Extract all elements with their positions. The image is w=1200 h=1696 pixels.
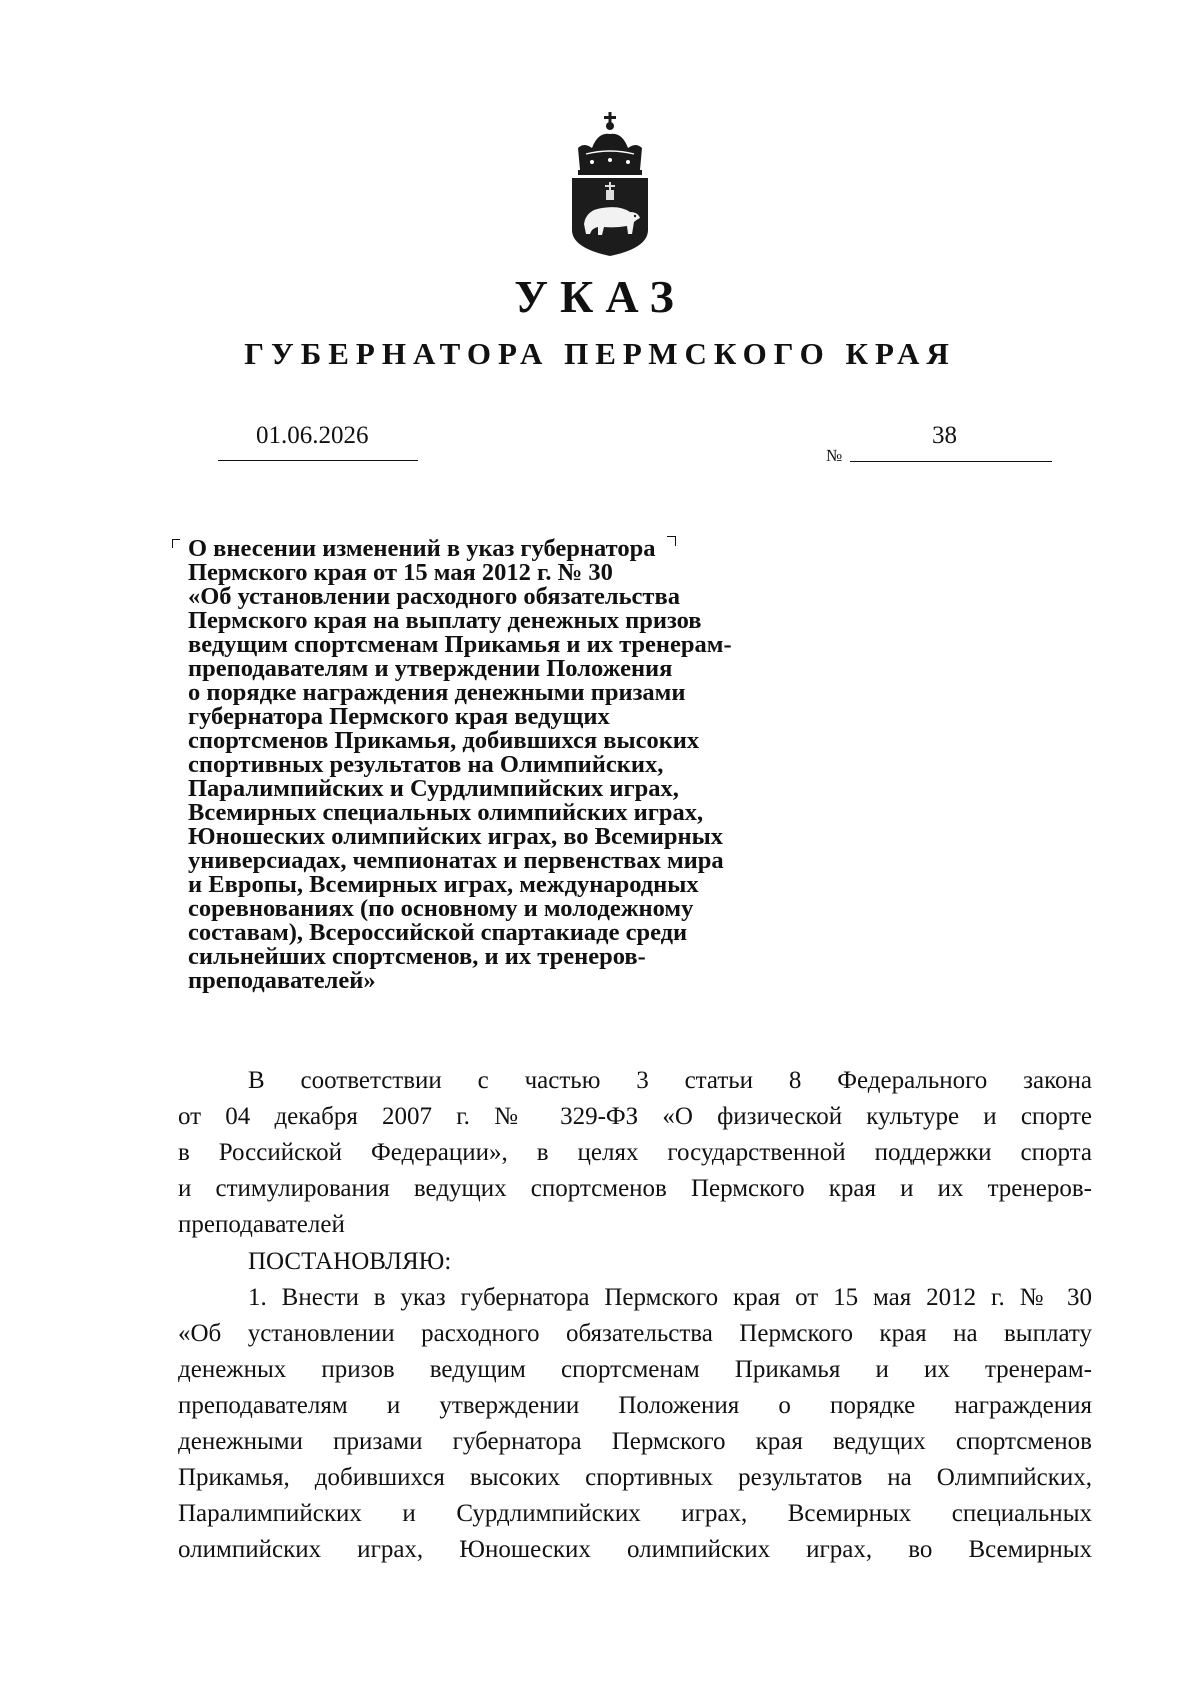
heading-line: Юношеских олимпийских играх, во Всемирных [188,823,723,850]
heading-line: преподавателей» [188,967,376,994]
document-subtitle: ГУБЕРНАТОРА ПЕРМСКОГО КРАЯ [244,336,956,371]
heading-line: и Европы, Всемирных играх, международных [188,871,699,898]
heading-line: сильнейших спортсменов, и их тренеров- [188,943,646,970]
text-line: денежными призами губернатора Пермского края ведущих спортсменов [178,1428,1092,1455]
text-line: и стимулирования ведущих спортсменов Пермского края и их тренеров- [178,1175,1092,1202]
date-underline [218,460,418,461]
heading-line: составам), Всероссийской спартакиаде среди [188,919,688,946]
heading-line: спортивных результатов на Олимпийских, [188,751,664,778]
number-sign: № [826,446,843,465]
heading-line: Паралимпийских и Сурдлимпийских играх, [188,775,679,802]
heading-line: губернатора Пермского края ведущих [188,703,610,730]
text-line: 1. Внести в указ губернатора Пермского края от 15 мая 2012 г. № 30 [248,1284,1092,1311]
text-line: в Российской Федерации», в целях государственной поддержки спорта [178,1139,1092,1166]
heading-line: Пермского края от 15 мая 2012 г. № 30 [188,559,613,586]
heading-line: О внесении изменений в указ губернатора [188,535,656,562]
heading-line: соревнованиях (по основному и молодежному [188,895,694,922]
preamble-paragraph [178,1063,1092,1243]
text-line: преподавателей [178,1211,345,1238]
text-line: «Об установлении расходного обязательства Пермского края на выплату [178,1320,1092,1347]
text-line: олимпийских играх, Юношеских олимпийских играх, во Всемирных [178,1536,1092,1563]
text-line: преподавателям и утверждении Положения о порядке награждения [178,1392,1092,1419]
heading-line: Всемирных специальных олимпийских играх, [188,799,704,826]
heading-line: «Об установлении расходного обязательства [188,583,680,610]
text-line: денежных призов ведущим спортсменам Прикамья и их тренерам- [178,1356,1092,1383]
text-line: от 04 декабря 2007 г. № 329-ФЗ «О физической культуре и спорте [178,1103,1092,1130]
heading-line: Пермского края на выплату денежных призов [188,607,702,634]
heading-corner-left [172,539,180,548]
heading-line: ведущим спортсменам Прикамья и их тренерам- [188,631,732,658]
heading-line: спортсменов Прикамья, добившихся высоких [188,727,700,754]
number-underline [850,461,1052,462]
document-date: 01.06.2026 [256,422,369,449]
document-title: УКАЗ [514,271,686,322]
perm-krai-coat-of-arms-icon [568,108,652,258]
document-heading [188,537,828,993]
text-line: Паралимпийских и Сурдлимпийских играх, Всемирных специальных [178,1500,1092,1527]
heading-line: о порядке награждения денежными призами [188,679,686,706]
decree-word: ПОСТАНОВЛЯЮ: [248,1248,452,1275]
heading-line: универсиадах, чемпионатах и первенствах мира [188,847,724,874]
document-number: 38 [932,422,957,449]
text-line: Прикамья, добившихся высоких спортивных результатов на Олимпийских, [178,1464,1092,1491]
text-line: В соответствии с частью 3 статьи 8 Федерального закона [248,1067,1092,1094]
item-1-paragraph [178,1280,1092,1568]
heading-line: преподавателям и утверждении Положения [188,655,673,682]
